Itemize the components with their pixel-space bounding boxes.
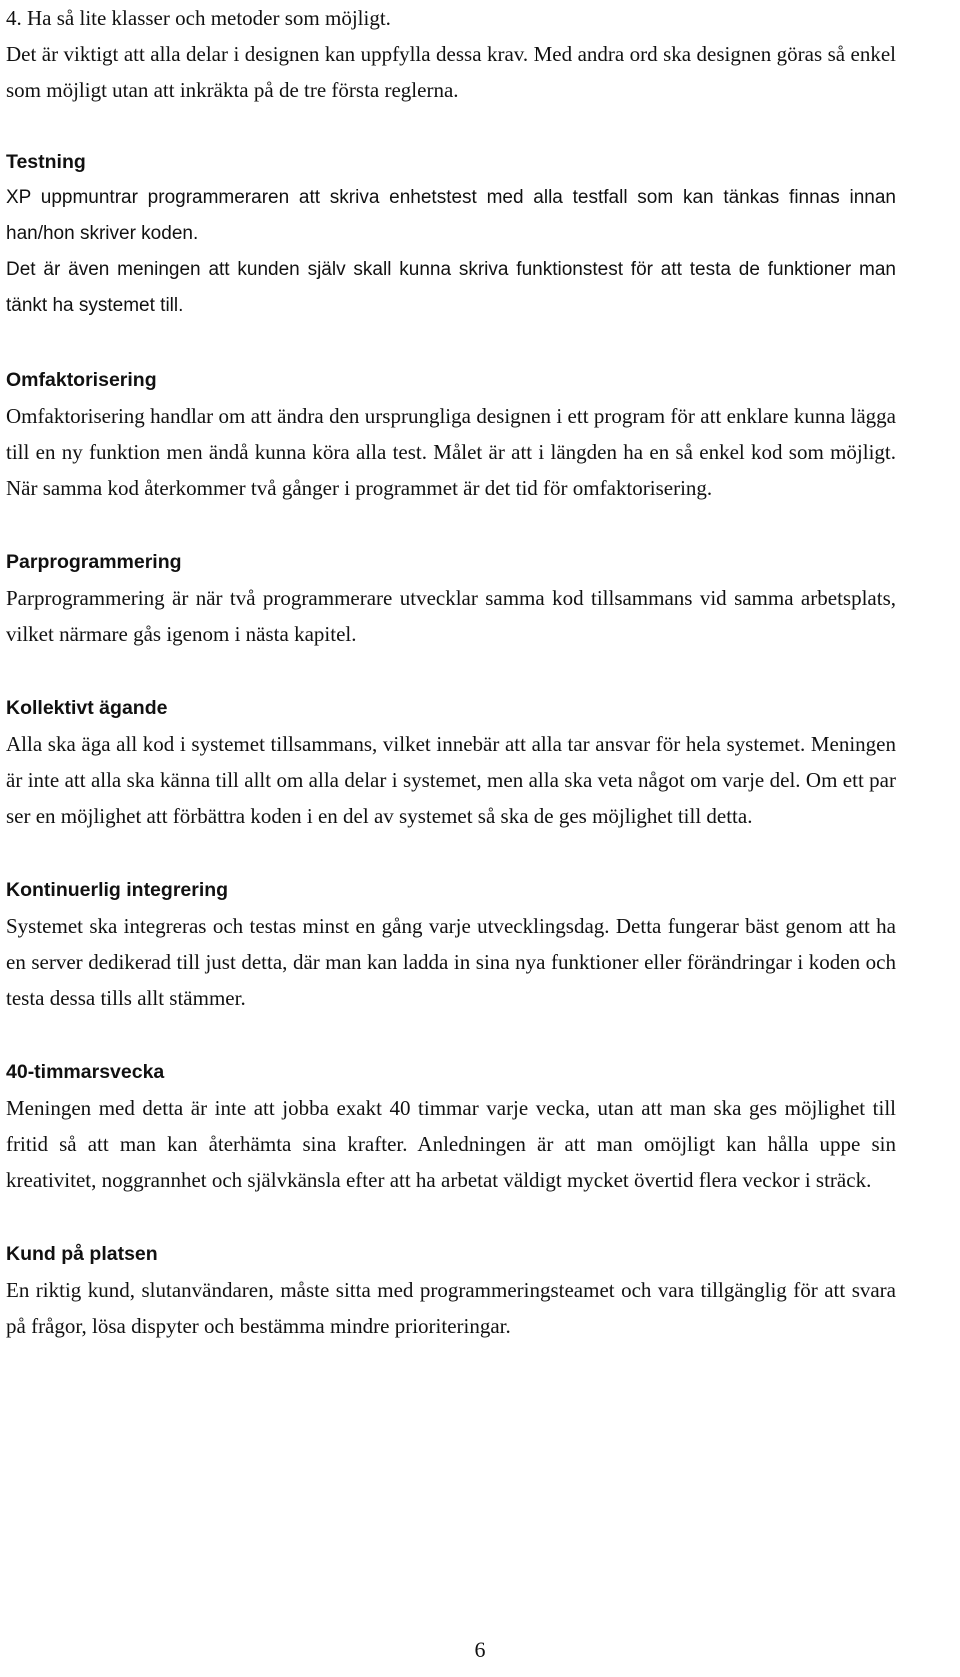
section-kollektivt-agande <box>6 690 896 834</box>
section-heading: 40-timmarsvecka <box>6 1061 165 1083</box>
section-kund-pa-platsen <box>6 1236 896 1344</box>
section-omfaktorisering <box>6 362 896 506</box>
section-body: En riktig kund, slutanvändaren, måste sitta med programmeringsteamet och vara tillgänglig för att svara på frågor, lösa dispyter och bestämma mindre prioriteringar. <box>6 1278 896 1338</box>
intro-paragraph: Det är viktigt att alla delar i designen kan uppfylla dessa krav. Med andra ord ska designen göras så enkel som möjligt utan att inkräkta på de tre första reglerna. <box>6 42 896 102</box>
section-body: Meningen med detta är inte att jobba exakt 40 timmar varje vecka, utan att man ska ges möjlighet till fritid så att man kan återhämta sina krafter. Anledningen är att man omöjligt kan hålla uppe sin kreativitet, noggrannhet och självkänsla efter att ha arbetat väldigt mycket övertid flera veckor i sträck. <box>6 1096 896 1192</box>
section-kontinuerlig-integrering <box>6 872 896 1016</box>
section-40-timmarsvecka <box>6 1054 896 1198</box>
section-lead: XP uppmuntrar programmeraren att skriva enhetstest med alla testfall som kan tänkas finnas innan han/hon skriver koden. <box>6 187 896 244</box>
section-heading: Omfaktorisering <box>6 369 157 391</box>
section-heading: Parprogrammering <box>6 551 182 573</box>
section-body: Systemet ska integreras och testas minst en gång varje utvecklingsdag. Detta fungerar bäst genom att ha en server dedikerad till just detta, där man kan ladda in sina nya funktioner eller förändringar i koden och testa dessa tills allt stämmer. <box>6 914 896 1010</box>
section-heading: Kontinuerlig integrering <box>6 879 229 901</box>
page-number: 6 <box>474 1637 486 1662</box>
section-heading: Kollektivt ägande <box>6 697 168 719</box>
section-body: Alla ska äga all kod i systemet tillsammans, vilket innebär att alla tar ansvar för hela systemet. Meningen är inte att alla ska känna till allt om alla delar i systemet, men alla ska veta något om varje del. Om ett par ser en möjlighet att förbättra koden i en del av systemet så ska de ges möjlighet till detta. <box>6 732 896 828</box>
document-page <box>6 0 896 1344</box>
list-item-4: 4. Ha så lite klasser och metoder som möjligt. <box>6 6 391 30</box>
intro-block <box>6 0 896 108</box>
section-body: Parprogrammering är när två programmerare utvecklar samma kod tillsammans vid samma arbetsplats, vilket närmare gås igenom i nästa kapitel. <box>6 586 896 646</box>
section-body: Det är även meningen att kunden själv skall kunna skriva funktionstest för att testa de funktioner man tänkt ha systemet till. <box>6 259 896 316</box>
section-heading: Testning <box>6 151 86 173</box>
section-heading: Kund på platsen <box>6 1243 158 1265</box>
section-parprogrammering <box>6 544 896 652</box>
section-body: Omfaktorisering handlar om att ändra den ursprungliga designen i ett program för att enklare kunna lägga till en ny funktion men ändå kunna köra alla test. Målet är att i längden ha en så enkel kod som möjligt. När samma kod återkommer två gånger i programmet är det tid för omfaktorisering. <box>6 404 896 500</box>
section-testning <box>6 144 896 324</box>
